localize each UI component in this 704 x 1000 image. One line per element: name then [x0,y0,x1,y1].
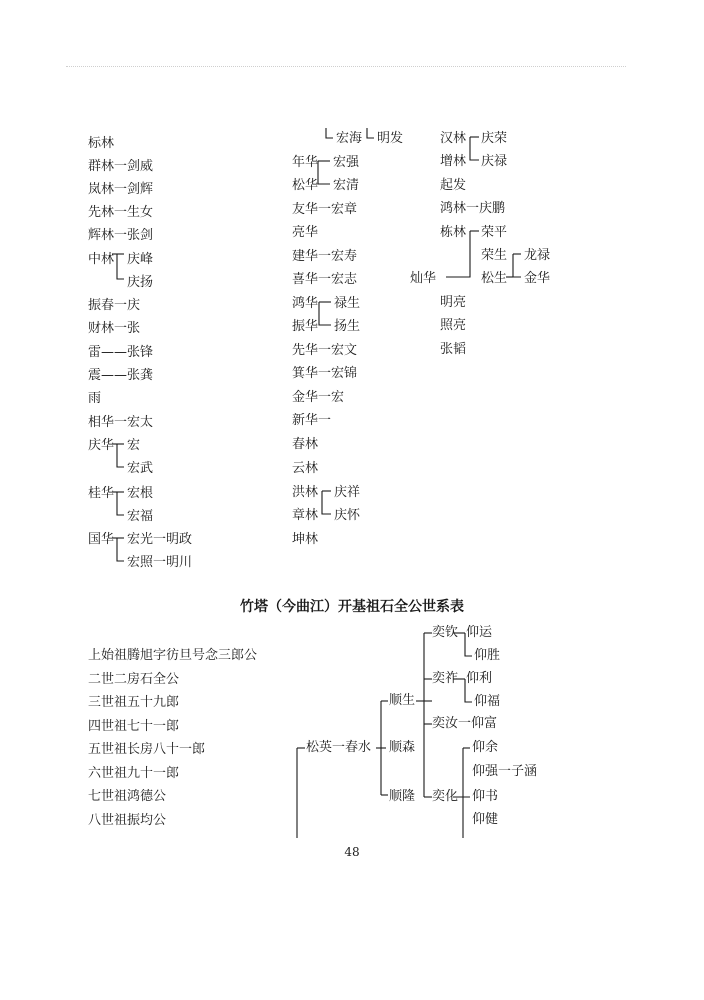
entry-text: 宏强 [333,155,360,170]
entry-text: 金华一宏 [292,390,345,405]
tree-node: 仰健 [472,812,499,827]
generation-line: 三世祖五十九郎 [88,695,180,710]
entry-text: 庆禄 [481,154,508,169]
tree-node: 奕祚 [432,671,459,686]
entry-text: 洪林 [292,485,319,500]
tree-node: 奕化 [432,789,459,804]
tree-node: 仰福 [474,694,501,709]
entry-text: 章林 [292,508,319,523]
entry-text: 庆荣 [481,131,508,146]
entry-text: 宏福 [127,509,154,524]
entry-text: 荣生 [481,248,508,263]
entry-text: 庆扬 [127,275,154,290]
tree-node: 仰书 [472,789,499,804]
entry-text: 起发 [440,178,467,193]
entry-text: 宏武 [127,461,154,476]
entry-text: 鸿华 [292,296,319,311]
entry-text: 震——张龚 [88,368,154,383]
generation-line: 八世祖振均公 [88,813,167,828]
entry-text: 宏海 [336,131,363,146]
entry-text: 宏 [127,438,141,453]
entry-text: 汉林 [440,131,467,146]
entry-text: 建华一宏寿 [292,249,358,264]
entry-text: 坤林 [292,532,319,547]
entry-text: 照亮 [440,318,467,333]
entry-text: 桂华 [88,486,115,501]
generation-line: 五世祖长房八十一郎 [88,742,206,757]
tree-node: 仰强一子涵 [472,764,538,779]
generation-line: 二世二房石全公 [88,672,180,687]
entry-text: 喜华一宏志 [292,272,358,287]
tree-node: 仰利 [466,671,493,686]
entry-text: 雨 [88,391,102,406]
entry-text: 松华 [292,178,319,193]
entry-text: 宏清 [333,178,360,193]
entry-text: 岚林一剑辉 [88,182,154,197]
entry-text: 宏光一明政 [127,532,193,547]
entry-text: 庆怀 [334,508,361,523]
entry-text: 相华一宏太 [88,415,154,430]
entry-text: 云林 [292,461,319,476]
entry-text: 增林 [440,154,467,169]
entry-text: 鸿林一庆鹏 [440,201,506,216]
entry-text: 庆峰 [127,252,154,267]
entry-text: 明亮 [440,295,467,310]
entry-text: 龙禄 [524,248,551,263]
entry-text: 禄生 [334,296,361,311]
entry-text: 振春一庆 [88,298,141,313]
tree-node: 顺隆 [389,789,416,804]
entry-text: 亮华 [292,225,319,240]
tree-node: 仰胜 [474,648,501,663]
generation-line: 四世祖七十一郎 [88,719,180,734]
entry-text: 宏照一明川 [127,555,193,570]
entry-text: 荣平 [481,225,508,240]
entry-text: 箕华一宏锦 [292,366,358,381]
entry-text: 张韬 [440,342,467,357]
entry-text: 明发 [377,131,404,146]
entry-text: 先华一宏文 [292,343,358,358]
entry-text: 辉林一张剑 [88,228,154,243]
entry-text: 松生 [481,271,508,286]
page-number: 48 [344,845,360,859]
table-title: 竹塔（今曲江）开基祖石全公世系表 [240,599,464,615]
entry-text: 春林 [292,437,319,452]
entry-text: 栋林 [440,225,467,240]
tree-node: 松英一春水 [306,740,372,755]
entry-text: 先林一生女 [88,205,154,220]
entry-text: 金华 [524,271,551,286]
entry-text: 财林一张 [88,321,141,336]
generation-line: 六世祖九十一郎 [88,766,180,781]
entry-text: 年华 [292,155,319,170]
tree-node: 仰余 [472,740,499,755]
entry-text: 振华 [292,319,319,334]
entry-text: 宏根 [127,486,154,501]
entry-text: 标林 [88,136,115,151]
entry-text: 国华 [88,532,115,547]
tree-node: 奕钦 [432,625,459,640]
entry-text: 灿华 [410,271,437,286]
entry-text: 新华一 [292,413,332,428]
entry-text: 群林一剑威 [88,159,154,174]
entry-text: 友华一宏章 [292,202,358,217]
tree-node: 奕汝一仰富 [432,716,498,731]
tree-node: 仰运 [466,625,493,640]
entry-text: 庆华 [88,438,115,453]
generation-line: 上始祖腾旭字彷旦号念三郎公 [88,648,258,663]
tree-node: 顺森 [389,740,416,755]
tree-node: 顺生 [389,693,416,708]
entry-text: 扬生 [334,319,361,334]
generation-line: 七世祖鸿德公 [88,789,167,804]
entry-text: 雷——张锋 [88,345,154,360]
entry-text: 庆祥 [334,485,361,500]
entry-text: 中林 [88,252,115,267]
